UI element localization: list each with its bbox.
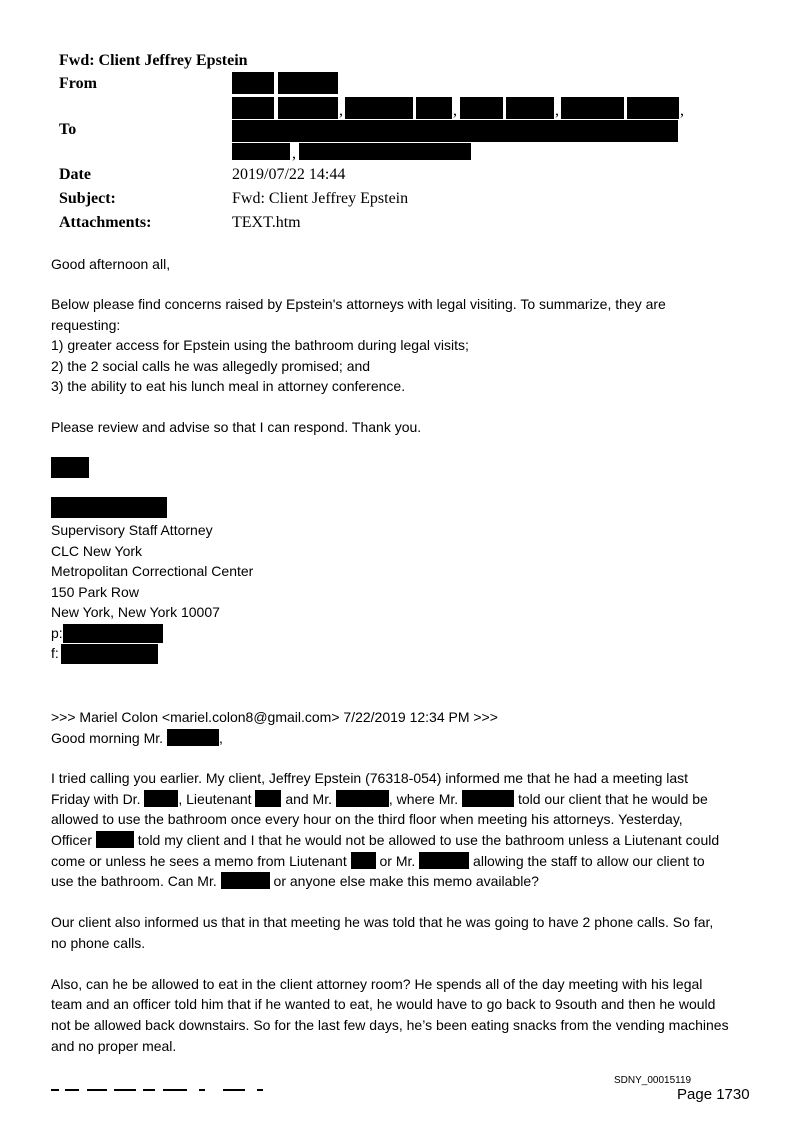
forwarded-paragraph-line: Friday with Dr. , Lieutenant and Mr. , where Mr. told our client that he would be xyxy=(51,791,708,807)
intro-greeting: Good afternoon all, xyxy=(51,256,171,272)
redaction-block xyxy=(96,831,134,848)
request-item-1: 1) greater access for Epstein using the bathroom during legal visits; xyxy=(51,337,469,353)
from-label: From xyxy=(59,75,97,92)
forwarded-paragraph-line: and no proper meal. xyxy=(51,1038,177,1054)
forwarded-paragraph-line: I tried calling you earlier. My client, Jeffrey Epstein (76318-054) informed me that he had a meeting last xyxy=(51,770,689,786)
redaction-block xyxy=(506,97,554,119)
redaction-block xyxy=(144,790,178,807)
cutoff-text-line xyxy=(51,1083,281,1091)
to-separator: , xyxy=(555,102,559,119)
signature-facility: Metropolitan Correctional Center xyxy=(51,563,254,579)
forwarded-paragraph-line: use the bathroom. Can Mr. or anyone else make this memo available? xyxy=(51,873,539,889)
signature-fax-label: f: xyxy=(51,645,59,661)
subject-value: Fwd: Client Jeffrey Epstein xyxy=(232,190,409,207)
to-separator: , xyxy=(680,102,684,119)
redaction-block xyxy=(167,729,219,746)
signature-phone-label: p: xyxy=(51,625,63,641)
redaction-block xyxy=(221,872,270,889)
redaction-block xyxy=(561,97,624,119)
redaction-block xyxy=(255,790,281,807)
bates-number: SDNY_00015119 xyxy=(614,1075,692,1086)
intro-paragraph-line: Below please find concerns raised by Epstein's attorneys with legal visiting. To summarize, they are xyxy=(51,296,666,312)
redaction-block xyxy=(61,644,158,664)
signature-city: New York, New York 10007 xyxy=(51,604,220,620)
redaction-block xyxy=(51,497,167,518)
subject-label: Subject: xyxy=(59,190,116,207)
redaction-block xyxy=(627,97,679,119)
signature-street: 150 Park Row xyxy=(51,584,139,600)
forwarded-greeting: Good morning Mr. , xyxy=(51,730,223,746)
email-title: Fwd: Client Jeffrey Epstein xyxy=(59,52,248,69)
to-label: To xyxy=(59,121,77,138)
forwarded-paragraph-line: team and an officer told him that if he wanted to eat, he would have to go back to 9south and then he would xyxy=(51,996,716,1012)
redaction-block xyxy=(232,120,678,142)
forwarded-paragraph-line: come or unless he sees a memo from Liutenant or Mr. allowing the staff to allow our client to xyxy=(51,853,705,869)
attachments-label: Attachments: xyxy=(59,214,152,231)
forwarded-header: >>> Mariel Colon <mariel.colon8@gmail.com> 7/22/2019 12:34 PM >>> xyxy=(51,709,498,725)
request-item-3: 3) the ability to eat his lunch meal in attorney conference. xyxy=(51,378,406,394)
intro-closing: Please review and advise so that I can respond. Thank you. xyxy=(51,419,422,435)
signature-org: CLC New York xyxy=(51,543,143,559)
redaction-block xyxy=(51,457,89,478)
date-label: Date xyxy=(59,166,91,183)
forwarded-paragraph-line: Also, can he be allowed to eat in the client attorney room? He spends all of the day meeting with his legal xyxy=(51,976,703,992)
redaction-block xyxy=(232,143,290,160)
redaction-block xyxy=(299,143,471,160)
to-separator: , xyxy=(339,102,343,119)
redaction-block xyxy=(336,790,389,807)
page-number: Page 1730 xyxy=(677,1086,750,1103)
to-separator: , xyxy=(453,102,457,119)
redaction-block xyxy=(232,97,274,119)
intro-paragraph-line: requesting: xyxy=(51,317,121,333)
forwarded-paragraph-line: no phone calls. xyxy=(51,935,146,951)
redaction-block xyxy=(345,97,413,119)
redaction-block xyxy=(460,97,503,119)
forwarded-paragraph-line: allowed to use the bathroom once every hour on the third floor when meeting his attorneys. Yesterday, xyxy=(51,811,683,827)
to-separator: , xyxy=(292,145,296,162)
redaction-block xyxy=(419,852,469,869)
redaction-block xyxy=(416,97,452,119)
redaction-block xyxy=(278,97,338,119)
forwarded-paragraph-line: Our client also informed us that in that meeting he was told that he was going to have 2 phone calls. So far, xyxy=(51,914,714,930)
attachment-file: TEXT.htm xyxy=(232,214,301,231)
forwarded-paragraph-line: not be allowed back downstairs. So for the last few days, he’s been eating snacks from the vending machines xyxy=(51,1017,729,1033)
forwarded-paragraph-line: Officer told my client and I that he would not be allowed to use the bathroom unless a Liutenant could xyxy=(51,832,720,848)
signature-title: Supervisory Staff Attorney xyxy=(51,522,213,538)
redaction-block xyxy=(278,72,338,94)
date-value: 2019/07/22 14:44 xyxy=(232,166,346,183)
redaction-block xyxy=(351,852,376,869)
redaction-block xyxy=(462,790,514,807)
redaction-block xyxy=(232,72,274,94)
redaction-block xyxy=(63,624,163,643)
request-item-2: 2) the 2 social calls he was allegedly promised; and xyxy=(51,358,371,374)
